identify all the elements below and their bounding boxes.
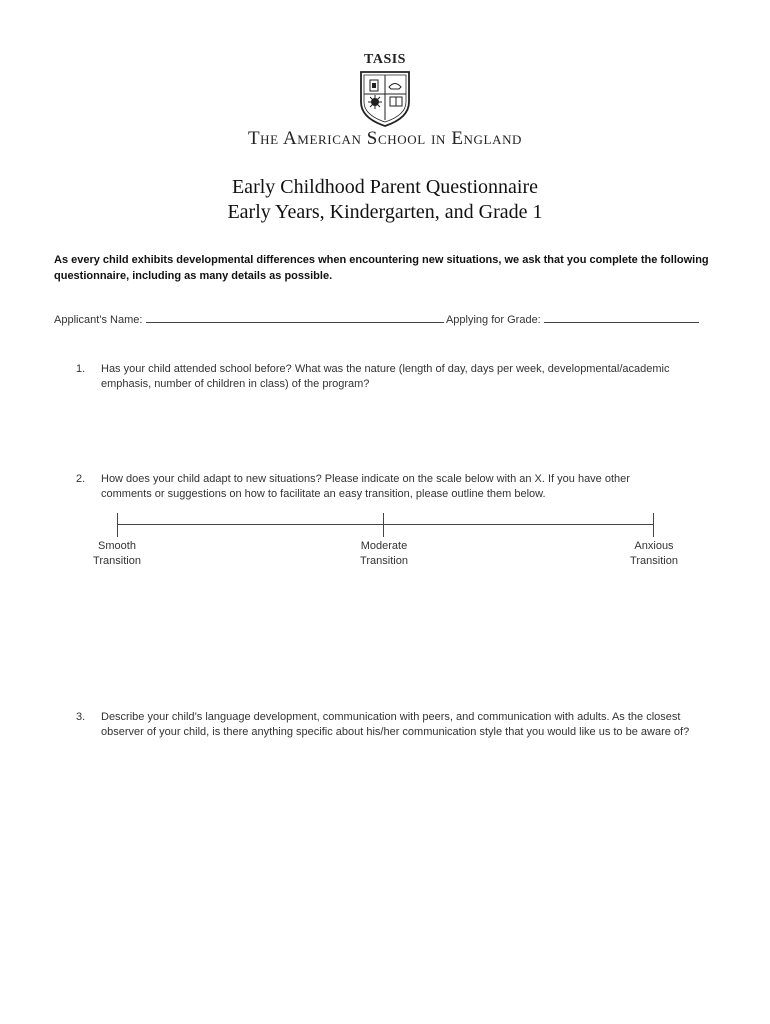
- question-number: 2.: [76, 473, 86, 485]
- school-name: The American School in England: [247, 128, 523, 149]
- question-text: Describe your child’s language development, communication with peers, and communication with adults. As the closest observer of your child, is there anything specific about his/her communication style that you would like us to be aware of?: [101, 711, 690, 738]
- scale-label-smooth: Smooth Transition: [93, 540, 141, 567]
- question-text: How does your child adapt to new situations? Please indicate on the scale below with an X. If you have other comments or suggestions on how to facilitate an easy transition, please outline them below.: [101, 473, 630, 500]
- scale-label-anxious: Anxious Transition: [630, 540, 678, 567]
- scale-tick-middle: [383, 513, 384, 537]
- question-number: 3.: [76, 711, 86, 723]
- scale-tick-right: [653, 513, 654, 537]
- grade-label: Applying for Grade:: [445, 314, 541, 326]
- applicant-name-field[interactable]: [146, 312, 444, 323]
- intro-paragraph: As every child exhibits developmental differences when encountering new situations, we ask that you complete the following questionnaire, including as many details as possible.: [54, 254, 709, 282]
- logo-text: TASIS: [364, 52, 406, 67]
- document-subtitle: Early Years, Kindergarten, and Grade 1: [227, 201, 543, 223]
- applicant-info-row: [54, 312, 699, 326]
- question-number: 1.: [76, 363, 86, 375]
- applicant-name-label: Applicant’s Name:: [54, 314, 143, 326]
- school-crest-logo: [353, 52, 417, 128]
- transition-scale[interactable]: [117, 511, 654, 541]
- document-title: Early Childhood Parent Questionnaire: [231, 176, 539, 198]
- scale-tick-left: [117, 513, 118, 537]
- scale-label-moderate: Moderate Transition: [360, 540, 408, 567]
- question-text: Has your child attended school before? What was the nature (length of day, days per week, developmental/academic emphasis, number of children in class) of the program?: [101, 363, 670, 390]
- scale-line: [117, 524, 654, 525]
- grade-field[interactable]: [544, 312, 699, 323]
